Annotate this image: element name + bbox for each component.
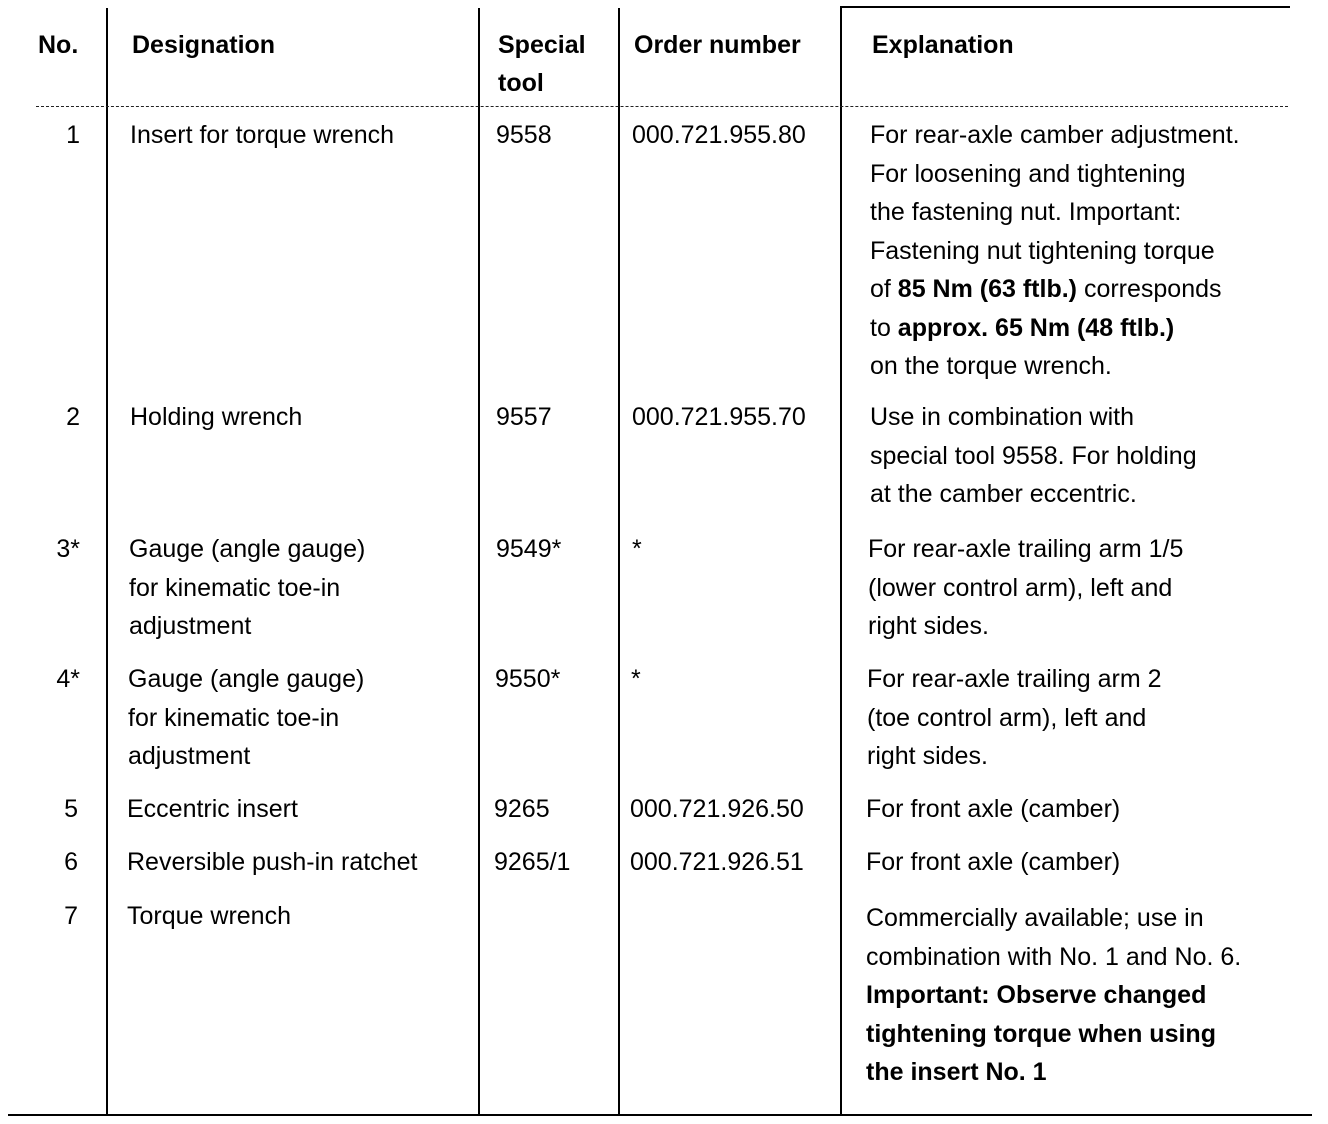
explanation-line: Fastening nut tightening torque (870, 236, 1215, 265)
row2-order-number: 000.721.955.70 (632, 403, 806, 431)
header-special-tool-line1: Special (498, 31, 586, 59)
row7-explanation (866, 899, 1241, 1092)
row5-explanation: For front axle (camber) (866, 795, 1121, 823)
explanation-line: at the camber eccentric. (870, 480, 1137, 508)
row3-order-number: * (632, 535, 642, 563)
explanation-text: of (870, 275, 898, 303)
designation-line: Gauge (angle gauge) (129, 535, 366, 563)
row2-designation: Holding wrench (130, 403, 303, 431)
explanation-line: Commercially available; use in (866, 904, 1204, 932)
row6-special-tool: 9265/1 (494, 848, 571, 876)
explanation-line: on the torque wrench. (870, 352, 1112, 380)
row3-designation (129, 530, 365, 646)
row3-explanation (868, 530, 1183, 646)
row5-special-tool: 9265 (494, 795, 550, 823)
explanation-line: (lower control arm), left and (868, 573, 1173, 602)
designation-line: for kinematic toe-in (128, 703, 340, 732)
torque-value-bold: 85 Nm (63 ftlb.) (897, 275, 1077, 303)
header-special-tool (498, 26, 586, 102)
header-order-number: Order number (634, 31, 801, 59)
row6-order-number: 000.721.926.51 (630, 848, 804, 876)
important-note-line: the insert No. 1 (866, 1058, 1047, 1086)
torque-value-bold: approx. 65 Nm (48 ftlb.) (897, 313, 1175, 342)
bottom-rule (8, 1114, 1312, 1116)
row7-designation: Torque wrench (127, 902, 291, 930)
explanation-line: right sides. (867, 742, 988, 770)
important-note-line: Important: Observe changed (866, 981, 1207, 1009)
row2-explanation (870, 398, 1197, 514)
header-special-tool-line2: tool (498, 69, 544, 97)
explanation-line: the fastening nut. Important: (870, 198, 1182, 226)
explanation-line: For rear-axle trailing arm 1/5 (868, 535, 1184, 563)
row2-special-tool: 9557 (496, 403, 552, 431)
column-divider (618, 8, 620, 1114)
explanation-line (870, 309, 1240, 348)
row3-special-tool: 9549* (496, 535, 562, 563)
row4-explanation (867, 660, 1162, 776)
explanation-text: to (870, 313, 898, 342)
explanation-line: For rear-axle trailing arm 2 (867, 665, 1162, 693)
explanation-line: special tool 9558. For holding (870, 441, 1197, 470)
header-no: No. (38, 31, 79, 59)
row1-special-tool: 9558 (496, 121, 552, 149)
explanation-line: combination with No. 1 and No. 6. (866, 942, 1242, 971)
designation-line: Gauge (angle gauge) (128, 665, 365, 693)
row6-no: 6 (64, 848, 78, 876)
row6-designation: Reversible push-in ratchet (127, 848, 418, 876)
header-explanation: Explanation (872, 31, 1014, 59)
row1-no: 1 (66, 121, 80, 149)
row4-designation (128, 660, 364, 776)
designation-line: for kinematic toe-in (129, 573, 341, 602)
designation-line: adjustment (129, 612, 252, 640)
explanation-line (870, 270, 1240, 309)
row1-designation: Insert for torque wrench (130, 121, 395, 149)
top-rule (840, 6, 1290, 8)
row1-order-number: 000.721.955.80 (632, 121, 806, 149)
header-designation: Designation (132, 31, 276, 59)
column-divider (106, 8, 108, 1114)
row4-order-number: * (631, 665, 641, 693)
designation-line: adjustment (128, 742, 251, 770)
explanation-line: For loosening and tightening (870, 159, 1186, 188)
row4-no: 4* (56, 665, 80, 693)
row5-no: 5 (64, 795, 78, 823)
column-divider (840, 8, 842, 1114)
explanation-line: Use in combination with (870, 403, 1135, 431)
explanation-line: For rear-axle camber adjustment. (870, 121, 1240, 149)
row3-no: 3* (56, 535, 80, 563)
row4-special-tool: 9550* (495, 665, 561, 693)
header-rule (36, 106, 1288, 107)
explanation-line: right sides. (868, 612, 989, 640)
row5-designation: Eccentric insert (127, 795, 298, 823)
column-divider (478, 8, 480, 1114)
explanation-text: corresponds (1077, 275, 1222, 303)
row6-explanation: For front axle (camber) (866, 848, 1121, 876)
important-note-line: tightening torque when using (866, 1019, 1216, 1048)
row5-order-number: 000.721.926.50 (630, 795, 804, 823)
explanation-line: (toe control arm), left and (867, 703, 1147, 732)
row2-no: 2 (66, 403, 80, 431)
row7-no: 7 (64, 902, 78, 930)
row1-explanation (870, 116, 1240, 386)
